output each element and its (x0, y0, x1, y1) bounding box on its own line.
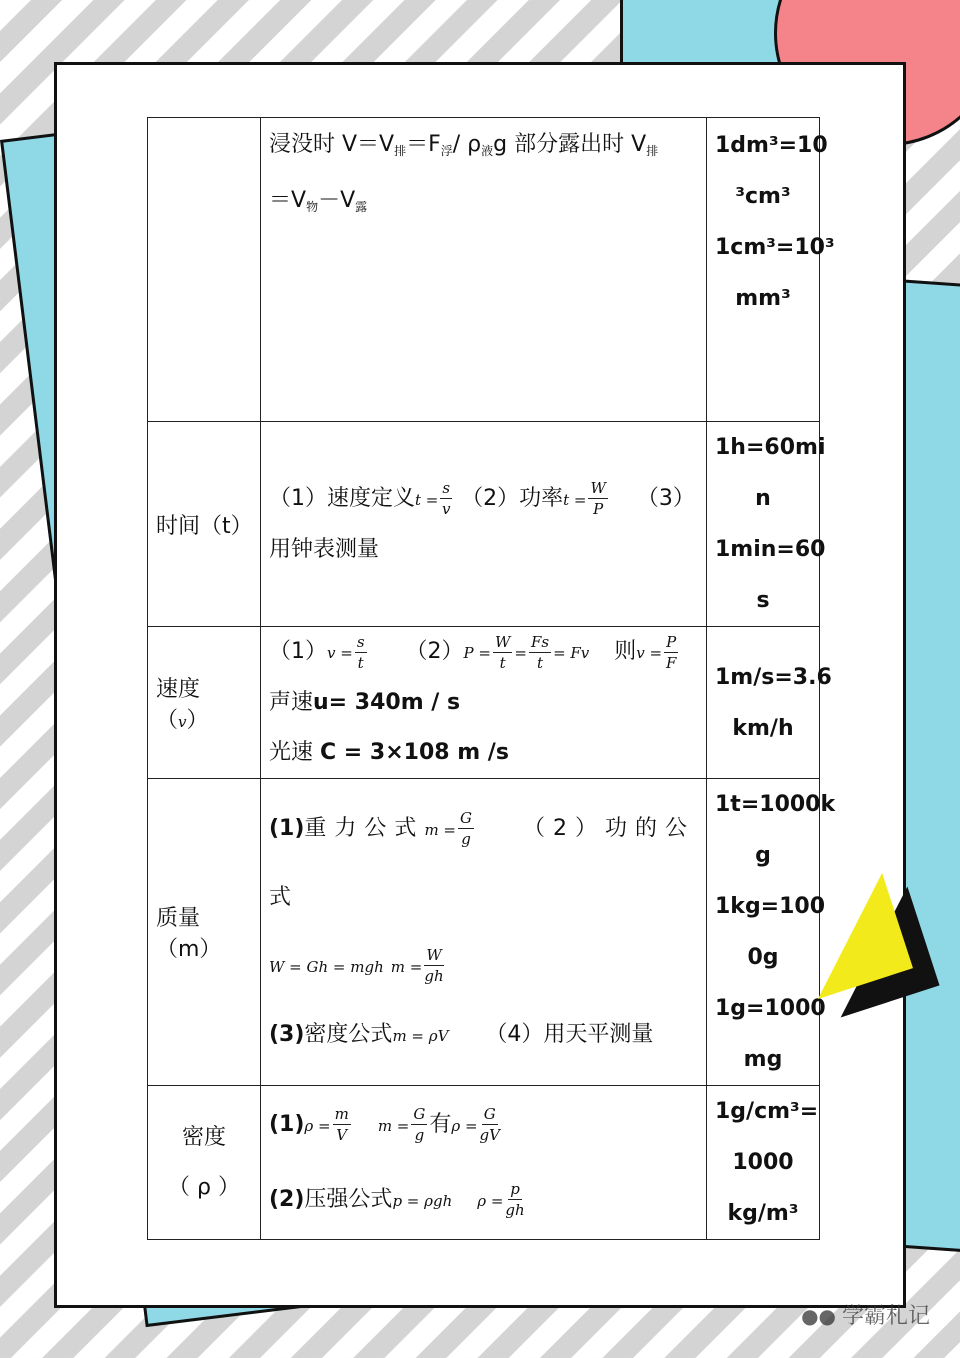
conversion-text: 0g (747, 945, 779, 970)
conversion-text: km/h (732, 715, 794, 741)
fraction-numerator: s (356, 632, 365, 651)
fraction-numerator: p (510, 1180, 520, 1198)
fraction (458, 808, 474, 849)
conversion-text: ³cm³ (735, 184, 791, 209)
formula-text: (1) (269, 815, 305, 841)
formula-text: （4）用天平测量 (485, 1021, 654, 1047)
subscript: 排 (646, 144, 659, 158)
conversion-text: g (755, 843, 771, 868)
quantity-label: ） (186, 707, 209, 733)
subscript: 物 (306, 200, 319, 214)
equation: ρ = (477, 1191, 504, 1210)
quantity-symbol: （ ρ ） (168, 1174, 240, 1200)
formula-text: （3） (636, 485, 695, 511)
formula-text: 用钟表测量 (269, 536, 380, 562)
quantity-cell (148, 627, 261, 779)
formula-text: （2）功的公式 (269, 815, 695, 910)
table-row (148, 118, 820, 422)
quantity-cell (148, 1086, 261, 1240)
conversion-text: 1h=60mi (715, 435, 826, 460)
formula-text: (2) (269, 1186, 305, 1212)
subscript: 排 (394, 144, 407, 158)
conversion-text: 1kg=100 (715, 894, 826, 919)
fraction-denominator: V (336, 1126, 348, 1144)
fraction (493, 632, 512, 673)
formula-cell (261, 627, 707, 779)
table-row (148, 1086, 820, 1240)
equation: m = (377, 1116, 410, 1135)
subscript: 露 (355, 200, 368, 214)
formula-text: （2） (405, 639, 464, 664)
fraction-denominator: t (499, 653, 506, 672)
equation: P = (463, 644, 491, 662)
formula-cell (261, 422, 707, 627)
equation: p = ρgh (392, 1191, 453, 1210)
formula-text: （1）速度定义 (269, 485, 415, 511)
subscript: 液 (481, 144, 494, 158)
conversion-text: 1t=1000k (715, 792, 836, 817)
quantity-label: 速度（ (156, 676, 201, 733)
equation: W = Gh = mgh (269, 957, 384, 976)
fraction-numerator: W (426, 946, 442, 964)
formula-text: 重力公式 (304, 815, 425, 841)
conversion-text: 1g=1000 (715, 996, 826, 1021)
formula-text: 压强公式 (304, 1186, 393, 1212)
formula-cell (261, 779, 707, 1086)
equation: v = (327, 644, 353, 662)
formula-cell (261, 1086, 707, 1240)
formula-text: 则 (614, 639, 637, 664)
conversion-text: 1min=60 (715, 537, 826, 562)
formula-text: ＝V (269, 188, 307, 213)
fraction (411, 1104, 427, 1145)
conversion-text: 1g/cm³= (715, 1099, 819, 1124)
table-row (148, 779, 820, 1086)
fraction-numerator: P (666, 632, 677, 651)
conversion-text: kg/m³ (727, 1201, 799, 1226)
fraction (424, 945, 443, 986)
fraction-denominator: g (414, 1126, 425, 1144)
equation: m = ρV (392, 1026, 449, 1045)
watermark-text: 学霸札记 (841, 1304, 930, 1329)
fraction (505, 1179, 524, 1220)
watermark (801, 1299, 930, 1330)
formula-text: 密度公式 (304, 1021, 393, 1047)
table-row (148, 627, 820, 779)
formula-text: －V (318, 188, 356, 213)
formula-text: / ρ (452, 132, 482, 157)
fraction-numerator: W (494, 632, 511, 651)
fraction-numerator: G (483, 1105, 496, 1123)
equation: ρ = (304, 1116, 331, 1135)
wechat-icon: ●● (801, 1304, 836, 1328)
formula-text: (1) (269, 1111, 305, 1137)
formula-text: 浸没时 V＝V (269, 132, 395, 157)
equation: m = (390, 957, 423, 976)
equation: m = (424, 820, 456, 839)
conversion-cell (707, 422, 826, 627)
formula-text: 光速 (269, 740, 320, 765)
conversion-text: 1000 (732, 1150, 794, 1175)
quantity-cell: 质量（m） (148, 779, 261, 1086)
fraction-denominator: F (665, 653, 677, 672)
formula-text: ＝F (406, 132, 441, 157)
formula-cell (261, 118, 707, 422)
conversion-text: s (756, 588, 770, 613)
formula-text: （2）功率 (461, 485, 564, 511)
paper-sheet (54, 62, 906, 1308)
equation: = Fv (553, 644, 590, 662)
physics-formula-table (147, 117, 836, 1240)
conversion-cell (707, 627, 832, 779)
fraction-numerator: Fs (530, 632, 550, 651)
equation: = (514, 644, 527, 662)
conversion-cell (707, 118, 835, 422)
conversion-text: 1dm³=10 (715, 133, 828, 158)
fraction (480, 1104, 500, 1145)
conversion-text: 1cm³=10³ (715, 235, 835, 260)
fraction (440, 478, 452, 519)
fraction-denominator: gV (479, 1126, 500, 1144)
fraction-numerator: m (334, 1105, 349, 1123)
fraction (333, 1104, 351, 1145)
quantity-cell (148, 118, 261, 422)
equation: t = (563, 490, 587, 509)
sound-speed-value: u= 340m / s (313, 690, 461, 715)
fraction-denominator: gh (424, 967, 444, 985)
subscript: 浮 (440, 144, 453, 158)
fraction (355, 632, 367, 673)
fraction-denominator: P (593, 500, 604, 518)
conversion-text: mm³ (735, 286, 791, 311)
quantity-label: 密度 (181, 1124, 226, 1150)
conversion-text: 1m/s=3.6 (715, 664, 832, 690)
equation: t = (415, 490, 439, 509)
formula-text: （1） (269, 639, 327, 664)
fraction-numerator: W (590, 479, 606, 497)
conversion-text: mg (743, 1047, 783, 1072)
formula-text: g 部分露出时 V (493, 132, 647, 157)
fraction-numerator: s (442, 479, 451, 497)
fraction-denominator: t (536, 653, 544, 672)
conversion-text: n (755, 486, 771, 511)
quantity-symbol: v (178, 712, 187, 731)
fraction (588, 478, 607, 519)
fraction-denominator: t (357, 653, 364, 672)
formula-text: 声速 (269, 690, 314, 715)
formula-text: (3) (269, 1021, 305, 1047)
quantity-cell: 时间（t） (148, 422, 261, 627)
fraction-numerator: G (460, 809, 472, 827)
fraction-denominator: gh (505, 1201, 525, 1219)
equation: ρ = (451, 1116, 478, 1135)
table-row (148, 422, 820, 627)
equation: v = (636, 644, 663, 662)
conversion-cell (707, 1086, 820, 1240)
fraction-denominator: g (461, 830, 471, 848)
fraction (664, 632, 678, 673)
light-speed-value: C = 3×108 m /s (320, 740, 509, 765)
fraction-numerator: G (413, 1105, 426, 1123)
fraction-denominator: v (441, 500, 451, 518)
formula-text: 有 (429, 1111, 452, 1137)
fraction (529, 632, 551, 673)
